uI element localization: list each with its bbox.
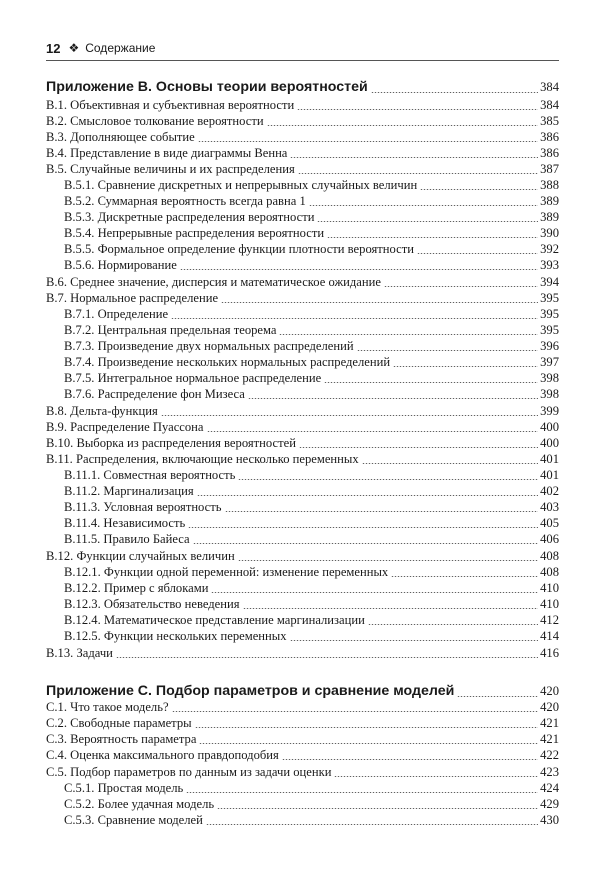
- toc-entry-page: 400: [540, 436, 559, 450]
- toc-entry[interactable]: [46, 565, 559, 580]
- toc-entry-label: B.5.5. Формальное определение функции плотности вероятности: [64, 242, 414, 256]
- toc-heading[interactable]: [46, 78, 559, 96]
- dot-leader: [417, 253, 538, 254]
- toc-entry[interactable]: [46, 484, 559, 499]
- toc-entry-label: C.5.1. Простая модель: [64, 781, 184, 795]
- dot-leader: [317, 221, 538, 222]
- dot-leader: [217, 808, 538, 809]
- toc-entry[interactable]: [46, 700, 559, 715]
- dot-leader: [357, 350, 539, 351]
- dot-leader: [188, 527, 538, 528]
- toc-entry-label: B.13. Задачи: [46, 646, 113, 660]
- toc-entry[interactable]: [46, 797, 559, 812]
- toc-entry[interactable]: [46, 371, 559, 386]
- toc-entry-label: B.7.2. Центральная предельная теорема: [64, 323, 277, 337]
- dot-leader: [420, 189, 538, 190]
- toc-entry-label: B.12.4. Математическое представление маргинализации: [64, 613, 365, 627]
- toc-entry[interactable]: [46, 323, 559, 338]
- toc-entry-page: 421: [540, 732, 559, 746]
- toc-entry[interactable]: [46, 242, 559, 257]
- dot-leader: [290, 640, 539, 641]
- toc-entry-label: C.4. Оценка максимального правдоподобия: [46, 748, 279, 762]
- toc-entry-page: 398: [540, 371, 559, 385]
- dot-leader: [211, 592, 538, 593]
- toc-entry-page: 405: [540, 516, 559, 530]
- toc-entry-label: B.7.3. Произведение двух нормальных распределений: [64, 339, 354, 353]
- toc-entry-page: 384: [540, 80, 559, 94]
- toc-entry-page: 401: [540, 452, 559, 466]
- toc-entry-page: 390: [540, 226, 559, 240]
- dot-leader: [393, 366, 538, 367]
- toc-entry-label: B.6. Среднее значение, дисперсия и математическое ожидание: [46, 275, 381, 289]
- dot-leader: [238, 560, 538, 561]
- toc-entry[interactable]: [46, 765, 559, 780]
- toc-entry[interactable]: [46, 275, 559, 290]
- header-rule: [46, 60, 559, 61]
- toc-entry-page: 389: [540, 210, 559, 224]
- toc-entry[interactable]: [46, 420, 559, 435]
- dot-leader: [457, 696, 538, 697]
- toc-entry-page: 421: [540, 716, 559, 730]
- dot-leader: [362, 463, 538, 464]
- toc-entry[interactable]: [46, 748, 559, 763]
- toc-entry[interactable]: [46, 732, 559, 747]
- toc-entry[interactable]: [46, 781, 559, 796]
- toc-entry[interactable]: [46, 210, 559, 225]
- dot-leader: [171, 318, 538, 319]
- toc-entry-page: 412: [540, 613, 559, 627]
- toc-entry-page: 384: [540, 98, 559, 112]
- toc-entry-label: B.1. Объективная и субъективная вероятности: [46, 98, 295, 112]
- toc-entry-page: 403: [540, 500, 559, 514]
- toc-entry-label: B.12.1. Функции одной переменной: изменение переменных: [64, 565, 389, 579]
- dot-leader: [327, 237, 538, 238]
- toc-entry-page: 429: [540, 797, 559, 811]
- toc-entry-label: B.8. Дельта-функция: [46, 404, 158, 418]
- toc-entry-label: B.12.5. Функции нескольких переменных: [64, 629, 287, 643]
- toc-entry-label: Приложение B. Основы теории вероятностей: [46, 79, 368, 95]
- toc-entry[interactable]: [46, 114, 559, 129]
- toc-entry-label: B.11.5. Правило Байеса: [64, 532, 190, 546]
- dot-leader: [368, 624, 538, 625]
- running-title: Содержание: [85, 41, 156, 55]
- toc-entry-page: 386: [540, 146, 559, 160]
- toc-entry-page: 396: [540, 339, 559, 353]
- toc-entry-page: 408: [540, 549, 559, 563]
- toc-entry-page: 399: [540, 404, 559, 418]
- toc-entry[interactable]: [46, 581, 559, 596]
- toc-entry[interactable]: [46, 404, 559, 419]
- dot-leader: [243, 608, 539, 609]
- toc-entry-page: 394: [540, 275, 559, 289]
- toc-heading[interactable]: [46, 682, 559, 700]
- dot-leader: [371, 92, 538, 93]
- dot-leader: [207, 431, 539, 432]
- toc-entry-label: B.7.4. Произведение нескольких нормальных распределений: [64, 355, 391, 369]
- toc-entry[interactable]: [46, 597, 559, 612]
- toc-entry-label: Приложение C. Подбор параметров и сравнение моделей: [46, 683, 455, 699]
- toc-entry-page: 402: [540, 484, 559, 498]
- toc-entry[interactable]: [46, 178, 559, 193]
- toc-entry-page: 401: [540, 468, 559, 482]
- toc-entry[interactable]: [46, 291, 559, 306]
- toc-entry-label: B.3. Дополняющее событие: [46, 130, 195, 144]
- dot-leader: [290, 157, 538, 158]
- toc-entry[interactable]: [46, 387, 559, 402]
- toc-entry-label: C.5.3. Сравнение моделей: [64, 813, 203, 827]
- toc-entry-page: 408: [540, 565, 559, 579]
- toc-entry-label: B.7.5. Интегральное нормальное распределение: [64, 371, 322, 385]
- toc-entry[interactable]: [46, 226, 559, 241]
- toc-entry[interactable]: [46, 146, 559, 161]
- toc-entry-page: 393: [540, 258, 559, 272]
- toc-entry-page: 398: [540, 387, 559, 401]
- dot-leader: [172, 711, 539, 712]
- toc-entry[interactable]: [46, 194, 559, 209]
- toc-entry-label: B.5. Случайные величины и их распределения: [46, 162, 295, 176]
- toc-entry-page: 410: [540, 597, 559, 611]
- toc-entry-page: 420: [540, 700, 559, 714]
- dot-leader: [391, 576, 538, 577]
- toc-entry-label: B.9. Распределение Пуассона: [46, 420, 204, 434]
- toc-entry[interactable]: [46, 162, 559, 177]
- toc-entry[interactable]: [46, 436, 559, 451]
- toc-entry[interactable]: [46, 452, 559, 467]
- dot-leader: [161, 415, 538, 416]
- toc-entry-page: 406: [540, 532, 559, 546]
- dot-leader: [248, 398, 538, 399]
- toc-entry[interactable]: [46, 613, 559, 628]
- dot-leader: [384, 286, 538, 287]
- toc-entry-page: 392: [540, 242, 559, 256]
- dot-leader: [225, 511, 539, 512]
- toc-entry-page: 414: [540, 629, 559, 643]
- toc-entry-label: B.7. Нормальное распределение: [46, 291, 219, 305]
- toc-entry-label: B.10. Выборка из распределения вероятностей: [46, 436, 296, 450]
- toc-entry-page: 395: [540, 307, 559, 321]
- toc-entry-label: C.2. Свободные параметры: [46, 716, 192, 730]
- toc-entry-label: B.5.3. Дискретные распределения вероятности: [64, 210, 315, 224]
- toc-entry-label: B.5.2. Суммарная вероятность всегда равна 1: [64, 194, 306, 208]
- toc-entry[interactable]: [46, 258, 559, 273]
- dot-leader: [279, 334, 538, 335]
- toc-entry-label: B.11.2. Маргинализация: [64, 484, 194, 498]
- toc-entry-page: 424: [540, 781, 559, 795]
- dot-leader: [324, 382, 538, 383]
- dot-leader: [309, 205, 538, 206]
- toc-entry-page: 416: [540, 646, 559, 660]
- toc-entry-label: B.4. Представление в виде диаграммы Венна: [46, 146, 288, 160]
- toc-entry-page: 410: [540, 581, 559, 595]
- page-number: 12: [46, 40, 61, 56]
- dot-leader: [299, 447, 538, 448]
- toc-entry-label: C.1. Что такое модель?: [46, 700, 169, 714]
- dot-leader: [186, 792, 538, 793]
- dot-leader: [199, 743, 538, 744]
- dot-leader: [198, 141, 538, 142]
- toc-entry[interactable]: [46, 532, 559, 547]
- toc-entry-page: 386: [540, 130, 559, 144]
- toc-entry-label: B.11.4. Независимость: [64, 516, 186, 530]
- toc-entry-label: B.5.6. Нормирование: [64, 258, 177, 272]
- toc-entry[interactable]: [46, 355, 559, 370]
- toc-entry[interactable]: [46, 500, 559, 515]
- dot-leader: [180, 269, 538, 270]
- dot-leader: [282, 759, 538, 760]
- toc-entry-label: B.11. Распределения, включающие несколько переменных: [46, 452, 359, 466]
- toc-entry[interactable]: [46, 646, 559, 661]
- toc-entry-label: C.3. Вероятность параметра: [46, 732, 197, 746]
- toc-entry-page: 388: [540, 178, 559, 192]
- toc-entry-label: B.12.3. Обязательство неведения: [64, 597, 240, 611]
- toc-entry-label: C.5. Подбор параметров по данным из задачи оценки: [46, 765, 332, 779]
- dot-leader: [116, 657, 538, 658]
- dot-leader: [193, 543, 538, 544]
- toc-entry-label: C.5.2. Более удачная модель: [64, 797, 215, 811]
- toc-entry[interactable]: [46, 516, 559, 531]
- running-header: [46, 38, 559, 58]
- toc-entry[interactable]: [46, 130, 559, 145]
- dot-leader: [298, 173, 538, 174]
- dot-leader: [206, 824, 538, 825]
- dot-leader: [195, 727, 539, 728]
- toc-entry-page: 389: [540, 194, 559, 208]
- toc-entry-page: 420: [540, 684, 559, 698]
- toc-entry-page: 395: [540, 291, 559, 305]
- toc-entry-page: 387: [540, 162, 559, 176]
- toc-entry-label: B.12. Функции случайных величин: [46, 549, 235, 563]
- toc-entry-label: B.2. Смысловое толкование вероятности: [46, 114, 264, 128]
- dot-leader: [221, 302, 538, 303]
- dot-leader: [297, 109, 538, 110]
- toc-entry[interactable]: [46, 549, 559, 564]
- toc-entry-page: 395: [540, 323, 559, 337]
- toc-entry[interactable]: [46, 307, 559, 322]
- toc-entry-label: B.7.1. Определение: [64, 307, 169, 321]
- dot-leader: [238, 479, 538, 480]
- toc-entry-label: B.5.1. Сравнение дискретных и непрерывных случайных величин: [64, 178, 418, 192]
- toc-entry[interactable]: [46, 716, 559, 731]
- toc-entry-label: B.7.6. Распределение фон Мизеса: [64, 387, 245, 401]
- toc-entry[interactable]: [46, 468, 559, 483]
- toc-entry[interactable]: [46, 813, 559, 828]
- dot-leader: [197, 495, 538, 496]
- dot-leader: [267, 125, 539, 126]
- toc-entry-page: 422: [540, 748, 559, 762]
- toc-entry-label: B.11.1. Совместная вероятность: [64, 468, 236, 482]
- toc-entry-label: B.5.4. Непрерывные распределения вероятности: [64, 226, 325, 240]
- toc-entry-label: B.11.3. Условная вероятность: [64, 500, 222, 514]
- toc-entry[interactable]: [46, 98, 559, 113]
- toc-entry-page: 400: [540, 420, 559, 434]
- dot-leader: [334, 776, 538, 777]
- toc-entry-page: 397: [540, 355, 559, 369]
- toc-entry[interactable]: [46, 339, 559, 354]
- toc-entry-label: B.12.2. Пример с яблоками: [64, 581, 209, 595]
- toc-entry-page: 423: [540, 765, 559, 779]
- ornament-icon: ❖: [68, 41, 80, 55]
- toc-entry[interactable]: [46, 629, 559, 644]
- toc-entry-page: 430: [540, 813, 559, 827]
- toc-entry-page: 385: [540, 114, 559, 128]
